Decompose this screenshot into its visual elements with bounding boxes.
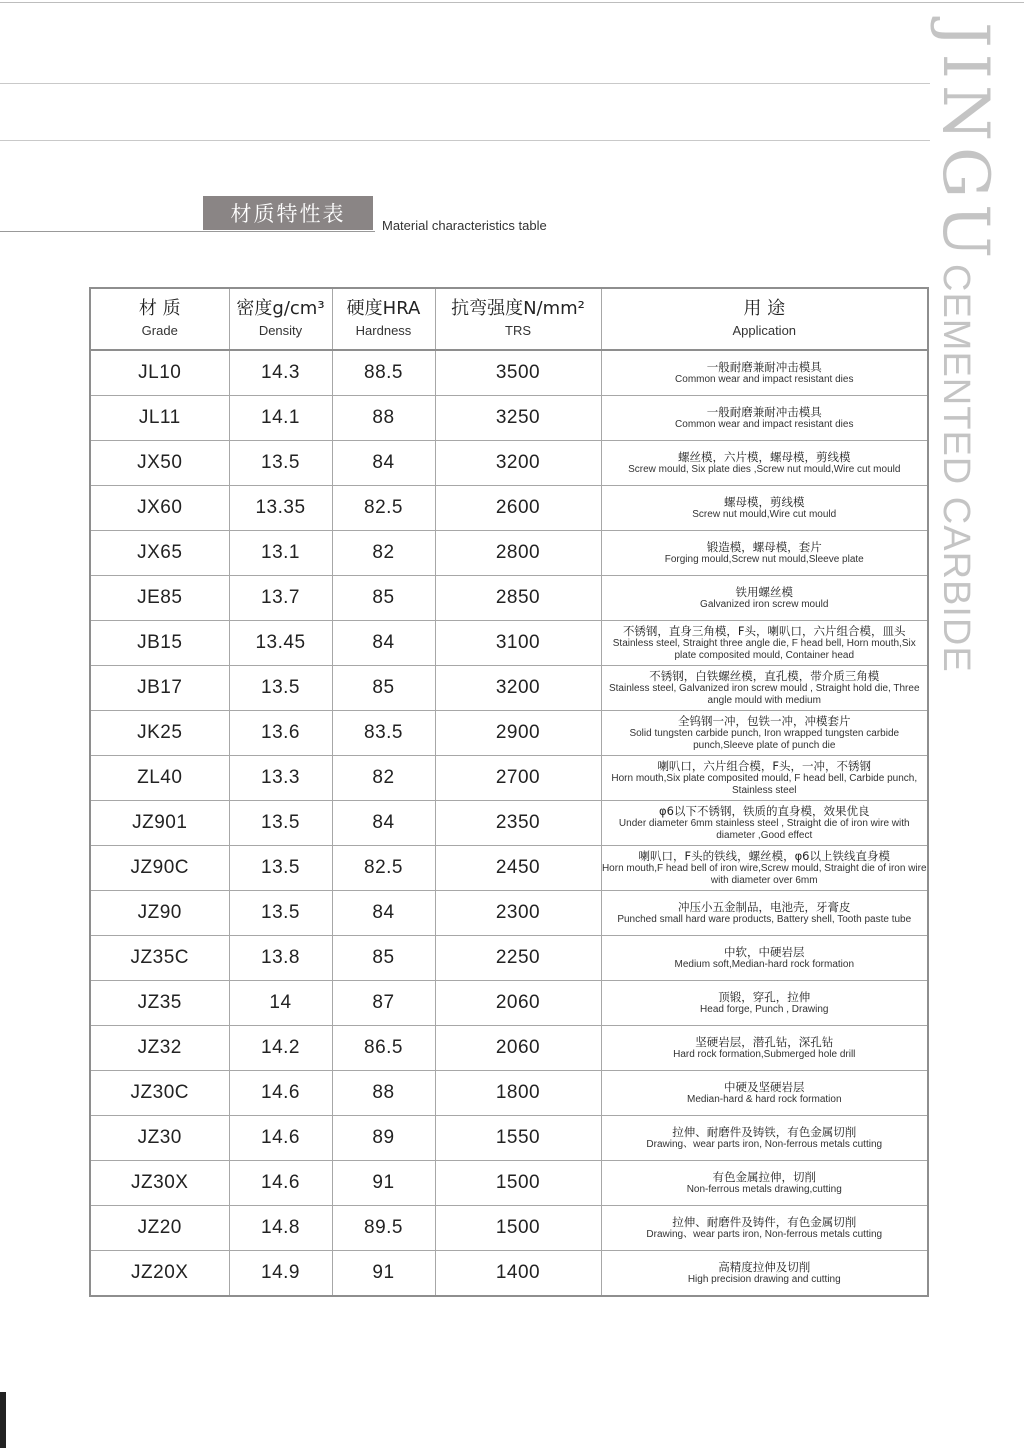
trs-cell: 2800: [435, 531, 601, 576]
application-cell: [601, 801, 928, 846]
application-cell: [601, 981, 928, 1026]
table-row: [90, 756, 928, 801]
application-en: Medium soft,Median-hard rock formation: [674, 958, 855, 970]
hardness-cell: 85: [332, 576, 435, 621]
application-en: Non-ferrous metals drawing,cutting: [686, 1183, 842, 1195]
material-table: [89, 287, 929, 1297]
hardness-cell: 88: [332, 396, 435, 441]
table-row: [90, 1116, 928, 1161]
hardness-cell: 82: [332, 531, 435, 576]
density-cell: 13.35: [229, 486, 332, 531]
application-cell: [601, 666, 928, 711]
title-cn: 材质特性表: [203, 196, 373, 230]
header-row: [90, 288, 928, 350]
hardness-cell: 84: [332, 621, 435, 666]
trs-cell: 1400: [435, 1251, 601, 1297]
density-cell: 13.5: [229, 801, 332, 846]
density-cell: 14.3: [229, 350, 332, 396]
application-cell: [601, 936, 928, 981]
application-cn: 喇叭口，六片组合模，F头，一冲，不锈钢: [657, 759, 872, 773]
density-cell: 14.1: [229, 396, 332, 441]
application-en: Head forge, Punch , Drawing: [700, 1003, 829, 1015]
grade-cell: JE85: [90, 576, 229, 621]
grade-cell: JZ20: [90, 1206, 229, 1251]
application-cell: [601, 756, 928, 801]
application-cell: [601, 846, 928, 891]
hardness-cell: 89: [332, 1116, 435, 1161]
table-row: [90, 486, 928, 531]
density-cell: 14.8: [229, 1206, 332, 1251]
application-cell: [601, 1071, 928, 1116]
title-rule: [0, 231, 375, 232]
hardness-cell: 86.5: [332, 1026, 435, 1071]
application-cell: [601, 621, 928, 666]
top-rule: [0, 2, 1024, 3]
table-row: [90, 1161, 928, 1206]
application-en: Solid tungsten carbide punch, Iron wrapped tungsten carbide punch,Sleeve plate of punch die: [629, 728, 900, 751]
application-cn: 冲压小五金制品，电池壳，牙膏皮: [678, 899, 851, 914]
application-en: Median-hard & hard rock formation: [686, 1093, 842, 1105]
hardness-cell: 91: [332, 1161, 435, 1206]
table-row: [90, 1071, 928, 1116]
application-cn: 全钨钢一冲，包铁一冲，冲模套片: [678, 714, 851, 728]
hardness-cell: 84: [332, 441, 435, 486]
table-row: [90, 1206, 928, 1251]
application-cell: [601, 1206, 928, 1251]
application-cell: [601, 891, 928, 936]
trs-cell: 1500: [435, 1206, 601, 1251]
grade-cell: JB17: [90, 666, 229, 711]
trs-cell: 2250: [435, 936, 601, 981]
grade-cell: JX50: [90, 441, 229, 486]
title-en: Material characteristics table: [382, 218, 547, 233]
application-en: Horn mouth,F head bell of iron wire,Screw mould, Straight die of iron wire with diameter over 6mm: [601, 863, 927, 886]
application-en: Stainless steel, Galvanized iron screw mould , Straight hold die, Three angle mould with medium: [608, 683, 920, 706]
trs-cell: 2060: [435, 981, 601, 1026]
table-row: [90, 891, 928, 936]
trs-cell: 3250: [435, 396, 601, 441]
application-cell: [601, 1161, 928, 1206]
density-cell: 14.6: [229, 1116, 332, 1161]
application-en: Common wear and impact resistant dies: [675, 373, 854, 385]
application-en: Screw mould, Six plate dies ,Screw nut mould,Wire cut mould: [628, 463, 901, 475]
application-cn: 一般耐磨兼耐冲击模具: [706, 359, 822, 374]
application-cell: [601, 576, 928, 621]
density-cell: 13.5: [229, 846, 332, 891]
application-en: Drawing、wear parts iron, Non-ferrous metals cutting: [646, 1228, 883, 1240]
table-row: [90, 711, 928, 756]
grade-cell: JZ35: [90, 981, 229, 1026]
density-cell: 13.5: [229, 666, 332, 711]
application-cn: 不锈钢，直身三角模，F头，喇叭口，六片组合模，皿头: [622, 624, 906, 638]
trs-cell: 1500: [435, 1161, 601, 1206]
trs-cell: 1800: [435, 1071, 601, 1116]
grade-cell: JZ901: [90, 801, 229, 846]
grade-cell: JZ30: [90, 1116, 229, 1161]
density-cell: 14.6: [229, 1071, 332, 1116]
application-en: Punched small hard ware products, Battery shell, Tooth paste tube: [617, 913, 912, 925]
density-cell: 13.45: [229, 621, 332, 666]
density-cell: 13.1: [229, 531, 332, 576]
trs-cell: 1550: [435, 1116, 601, 1161]
grade-cell: JL10: [90, 350, 229, 396]
hardness-cell: 83.5: [332, 711, 435, 756]
grade-cell: JK25: [90, 711, 229, 756]
application-cell: [601, 1026, 928, 1071]
trs-cell: 2300: [435, 891, 601, 936]
hardness-cell: 85: [332, 936, 435, 981]
side-brand: [928, 22, 1020, 673]
trs-cell: 2060: [435, 1026, 601, 1071]
table-row: [90, 1026, 928, 1071]
hardness-cell: 82.5: [332, 846, 435, 891]
application-en: High precision drawing and cutting: [687, 1273, 841, 1285]
application-en: Horn mouth,Six plate composited mould, F head bell, Carbide punch, Stainless steel: [611, 773, 918, 796]
hardness-cell: 88.5: [332, 350, 435, 396]
application-en: Galvanized iron screw mould: [700, 598, 829, 610]
application-en: Drawing、wear parts iron, Non-ferrous metals cutting: [646, 1138, 883, 1150]
brand-name: JINGU: [928, 22, 1002, 264]
application-en: Forging mould,Screw nut mould,Sleeve plate: [664, 553, 864, 565]
density-cell: 13.8: [229, 936, 332, 981]
trs-cell: 2600: [435, 486, 601, 531]
grade-cell: JZ30C: [90, 1071, 229, 1116]
grade-cell: ZL40: [90, 756, 229, 801]
density-cell: 13.3: [229, 756, 332, 801]
application-cn: 锻造模，螺母模，套片: [706, 539, 822, 554]
grade-cell: JX60: [90, 486, 229, 531]
hardness-cell: 84: [332, 801, 435, 846]
density-cell: 14: [229, 981, 332, 1026]
trs-cell: 2450: [435, 846, 601, 891]
application-cell: [601, 441, 928, 486]
hardness-cell: 91: [332, 1251, 435, 1297]
application-cn: φ6以下不锈钢，铁质的直身模，效果优良: [659, 804, 870, 818]
application-cn: 拉伸、耐磨件及铸铁，有色金属切削: [672, 1124, 857, 1139]
application-cell: [601, 396, 928, 441]
trs-cell: 2850: [435, 576, 601, 621]
grade-cell: JZ30X: [90, 1161, 229, 1206]
table-row: [90, 666, 928, 711]
rule-2: [0, 140, 930, 141]
application-cn: 中硬及坚硬岩层: [724, 1079, 805, 1094]
grade-cell: JZ32: [90, 1026, 229, 1071]
application-cn: 中软，中硬岩层: [724, 944, 805, 959]
density-cell: 13.6: [229, 711, 332, 756]
grade-cell: JZ90C: [90, 846, 229, 891]
grade-cell: JZ90: [90, 891, 229, 936]
header-trs: 抗弯强度N/mm² TRS: [435, 288, 601, 350]
trs-cell: 2350: [435, 801, 601, 846]
grade-cell: JL11: [90, 396, 229, 441]
trs-cell: 3200: [435, 441, 601, 486]
header-grade: 材 质 Grade: [90, 288, 229, 350]
grade-cell: JB15: [90, 621, 229, 666]
hardness-cell: 89.5: [332, 1206, 435, 1251]
table-row: [90, 801, 928, 846]
application-en: Screw nut mould,Wire cut mould: [692, 508, 837, 520]
application-cell: [601, 1251, 928, 1297]
density-cell: 14.6: [229, 1161, 332, 1206]
density-cell: 13.5: [229, 891, 332, 936]
trs-cell: 2700: [435, 756, 601, 801]
hardness-cell: 87: [332, 981, 435, 1026]
hardness-cell: 85: [332, 666, 435, 711]
header-hardness: 硬度HRA Hardness: [332, 288, 435, 350]
table-row: [90, 621, 928, 666]
application-cn: 顶锻，穿孔，拉伸: [718, 989, 811, 1004]
trs-cell: 3100: [435, 621, 601, 666]
application-cn: 螺丝模，六片模，螺母模，剪线模: [678, 449, 851, 464]
header-application: 用 途 Application: [601, 288, 928, 350]
table-row: [90, 936, 928, 981]
application-cn: 不锈钢，白铁螺丝模，直孔模，带介质三角模: [649, 669, 880, 683]
table-row: [90, 350, 928, 396]
grade-cell: JZ20X: [90, 1251, 229, 1297]
scan-edge-mark: [0, 1392, 6, 1448]
density-cell: 14.2: [229, 1026, 332, 1071]
table-row: [90, 981, 928, 1026]
table-row: [90, 531, 928, 576]
application-en: Stainless steel, Straight three angle die, F head bell, Horn mouth,Six plate composited mould, Container head: [612, 638, 916, 661]
application-cell: [601, 486, 928, 531]
application-cn: 拉伸、耐磨件及铸件，有色金属切削: [672, 1214, 857, 1229]
application-en: Common wear and impact resistant dies: [675, 418, 854, 430]
rule-1: [0, 83, 930, 84]
application-cn: 螺母模，剪线模: [724, 494, 805, 509]
application-en: Under diameter 6mm stainless steel , Straight die of iron wire with diameter ,Good effect: [618, 818, 910, 841]
application-cn: 喇叭口，F头的铁线，螺丝模，φ6以上铁线直身模: [638, 849, 890, 863]
trs-cell: 3200: [435, 666, 601, 711]
table-row: [90, 576, 928, 621]
density-cell: 13.5: [229, 441, 332, 486]
application-cn: 有色金属拉伸，切削: [712, 1169, 816, 1184]
header-density: 密度g/cm³ Density: [229, 288, 332, 350]
hardness-cell: 82: [332, 756, 435, 801]
application-cell: [601, 711, 928, 756]
hardness-cell: 84: [332, 891, 435, 936]
table-row: [90, 441, 928, 486]
application-cn: 高精度拉伸及切削: [718, 1259, 811, 1274]
application-cell: [601, 1116, 928, 1161]
trs-cell: 2900: [435, 711, 601, 756]
grade-cell: JX65: [90, 531, 229, 576]
grade-cell: JZ35C: [90, 936, 229, 981]
application-cell: [601, 531, 928, 576]
application-cn: 铁用螺丝模: [735, 584, 793, 599]
hardness-cell: 88: [332, 1071, 435, 1116]
application-cn: 一般耐磨兼耐冲击模具: [706, 404, 822, 419]
table-row: [90, 396, 928, 441]
side-brand-text: [928, 22, 1002, 673]
brand-tagline: CEMENTED CARBIDE: [935, 264, 977, 673]
trs-cell: 3500: [435, 350, 601, 396]
density-cell: 13.7: [229, 576, 332, 621]
table-row: [90, 846, 928, 891]
application-cell: [601, 350, 928, 396]
application-cn: 坚硬岩层，潜孔钻，深孔钻: [695, 1034, 834, 1049]
hardness-cell: 82.5: [332, 486, 435, 531]
density-cell: 14.9: [229, 1251, 332, 1297]
table-row: [90, 1251, 928, 1297]
application-en: Hard rock formation,Submerged hole drill: [673, 1048, 856, 1060]
